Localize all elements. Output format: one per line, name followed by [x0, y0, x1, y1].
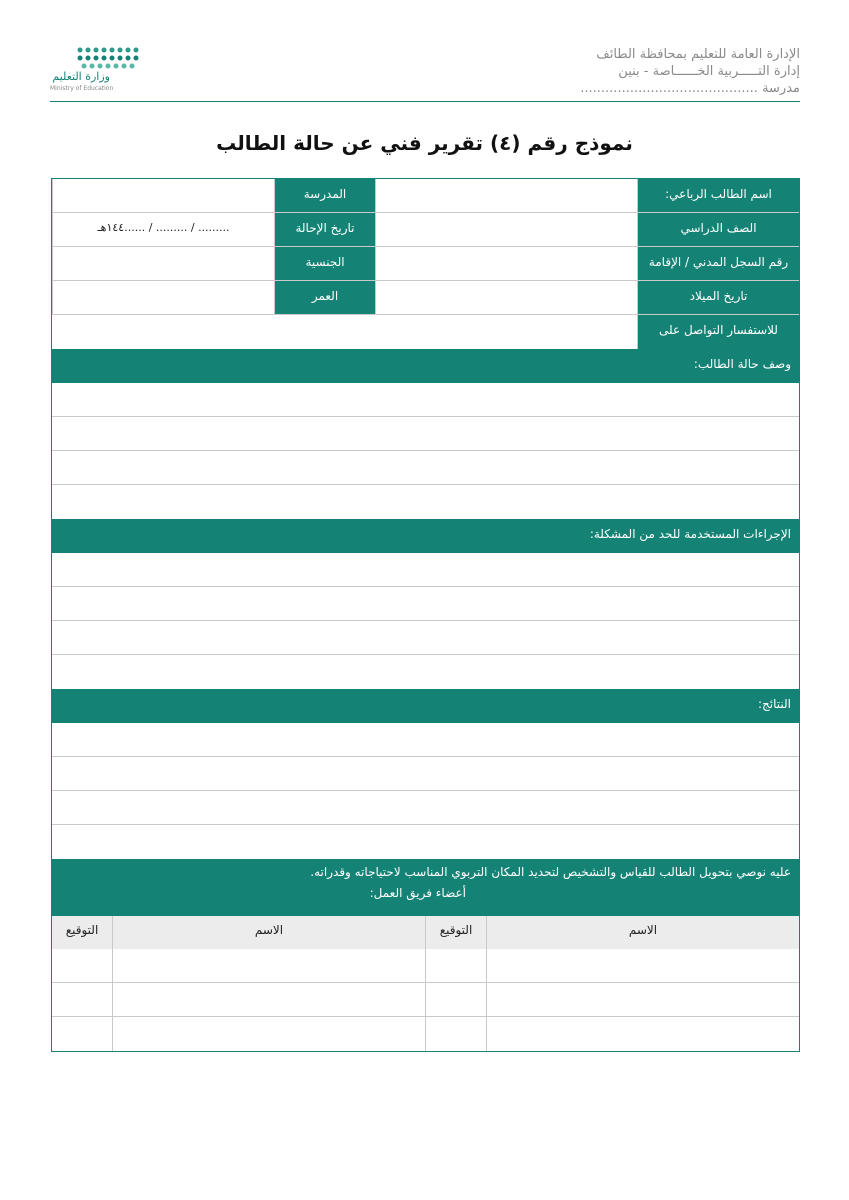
referral-date-field[interactable]: ......... / ......... / ......١٤٤هـ [52, 213, 274, 246]
birth-date-label: تاريخ الميلاد [637, 281, 799, 314]
ministry-logo [50, 46, 140, 96]
report-form [51, 178, 800, 1052]
student-name-label: اسم الطالب الرباعي: [637, 179, 799, 212]
logo-arabic-text: وزارة التعليم [52, 70, 110, 83]
team-signature-cell[interactable] [52, 1017, 112, 1051]
team-signature-cell[interactable] [425, 983, 486, 1016]
recommendation-band [52, 859, 799, 916]
team-table-row [52, 983, 799, 1017]
team-table-header [52, 916, 799, 950]
page-header [0, 0, 849, 105]
grade-field[interactable] [375, 213, 637, 246]
case-description-line[interactable] [52, 451, 799, 485]
procedures-header: الإجراءات المستخدمة للحد من المشكلة: [52, 519, 799, 553]
info-row-4 [52, 281, 799, 315]
procedures-line[interactable] [52, 553, 799, 587]
contact-field[interactable] [52, 315, 637, 349]
info-row-2 [52, 213, 799, 247]
info-row-3 [52, 247, 799, 281]
case-description-line[interactable] [52, 485, 799, 519]
team-signature-cell[interactable] [425, 949, 486, 982]
case-description-header: وصف حالة الطالب: [52, 349, 799, 383]
procedures-line[interactable] [52, 655, 799, 689]
header-line-1: الإدارة العامة للتعليم بمحافظة الطائف [596, 47, 800, 62]
school-label: المدرسة [274, 179, 375, 212]
grade-label: الصف الدراسي [637, 213, 799, 246]
header-text-block [480, 46, 800, 97]
team-col-signature-1: التوقيع [425, 916, 486, 949]
team-name-cell[interactable] [112, 949, 425, 982]
team-col-name-1: الاسم [486, 916, 799, 949]
form-title: نموذج رقم (٤) تقرير فني عن حالة الطالب [216, 131, 633, 155]
team-members-label: أعضاء فريق العمل: [369, 886, 466, 900]
team-table-row [52, 1017, 799, 1051]
team-name-cell[interactable] [112, 983, 425, 1016]
procedures-line[interactable] [52, 587, 799, 621]
header-line-3: مدرسة ........................................... [580, 81, 800, 96]
team-name-cell[interactable] [486, 1017, 799, 1051]
results-line[interactable] [52, 825, 799, 859]
team-col-signature-2: التوقيع [65, 923, 99, 937]
team-table-row [52, 949, 799, 983]
procedures-line[interactable] [52, 621, 799, 655]
team-name-cell[interactable] [112, 1017, 425, 1051]
results-line[interactable] [52, 757, 799, 791]
results-line[interactable] [52, 791, 799, 825]
referral-date-label: تاريخ الإحالة [274, 213, 375, 246]
recommendation-text: عليه نوصي بتحويل الطالب للقياس والتشخيص لتحديد المكان التربوي المناسب لاحتياجاته وقدراته. [310, 865, 791, 879]
team-name-cell[interactable] [486, 983, 799, 1016]
age-field[interactable] [52, 281, 274, 314]
case-description-line[interactable] [52, 417, 799, 451]
team-name-cell[interactable] [486, 949, 799, 982]
team-signature-cell[interactable] [425, 1017, 486, 1051]
birth-date-field[interactable] [375, 281, 637, 314]
civil-id-label: رقم السجل المدني / الإقامة [637, 247, 799, 280]
info-row-5 [52, 315, 799, 349]
team-signature-cell[interactable] [52, 983, 112, 1016]
results-header: النتائج: [52, 689, 799, 723]
team-signature-cell[interactable] [52, 949, 112, 982]
age-label: العمر [274, 281, 375, 314]
case-description-line[interactable] [52, 383, 799, 417]
info-row-1 [52, 179, 799, 213]
civil-id-field[interactable] [375, 247, 637, 280]
logo-dots-icon [50, 46, 140, 70]
team-col-name-2: الاسم [112, 916, 425, 949]
contact-label: للاستفسار التواصل على [637, 315, 799, 349]
header-divider [50, 101, 800, 102]
school-field[interactable] [52, 179, 274, 212]
header-line-2: إدارة التـــــربية الخــــــاصة - بنين [618, 64, 800, 79]
logo-english-text: Ministry of Education [50, 85, 114, 92]
nationality-label: الجنسية [274, 247, 375, 280]
student-name-field[interactable] [375, 179, 637, 212]
results-line[interactable] [52, 723, 799, 757]
nationality-field[interactable] [52, 247, 274, 280]
